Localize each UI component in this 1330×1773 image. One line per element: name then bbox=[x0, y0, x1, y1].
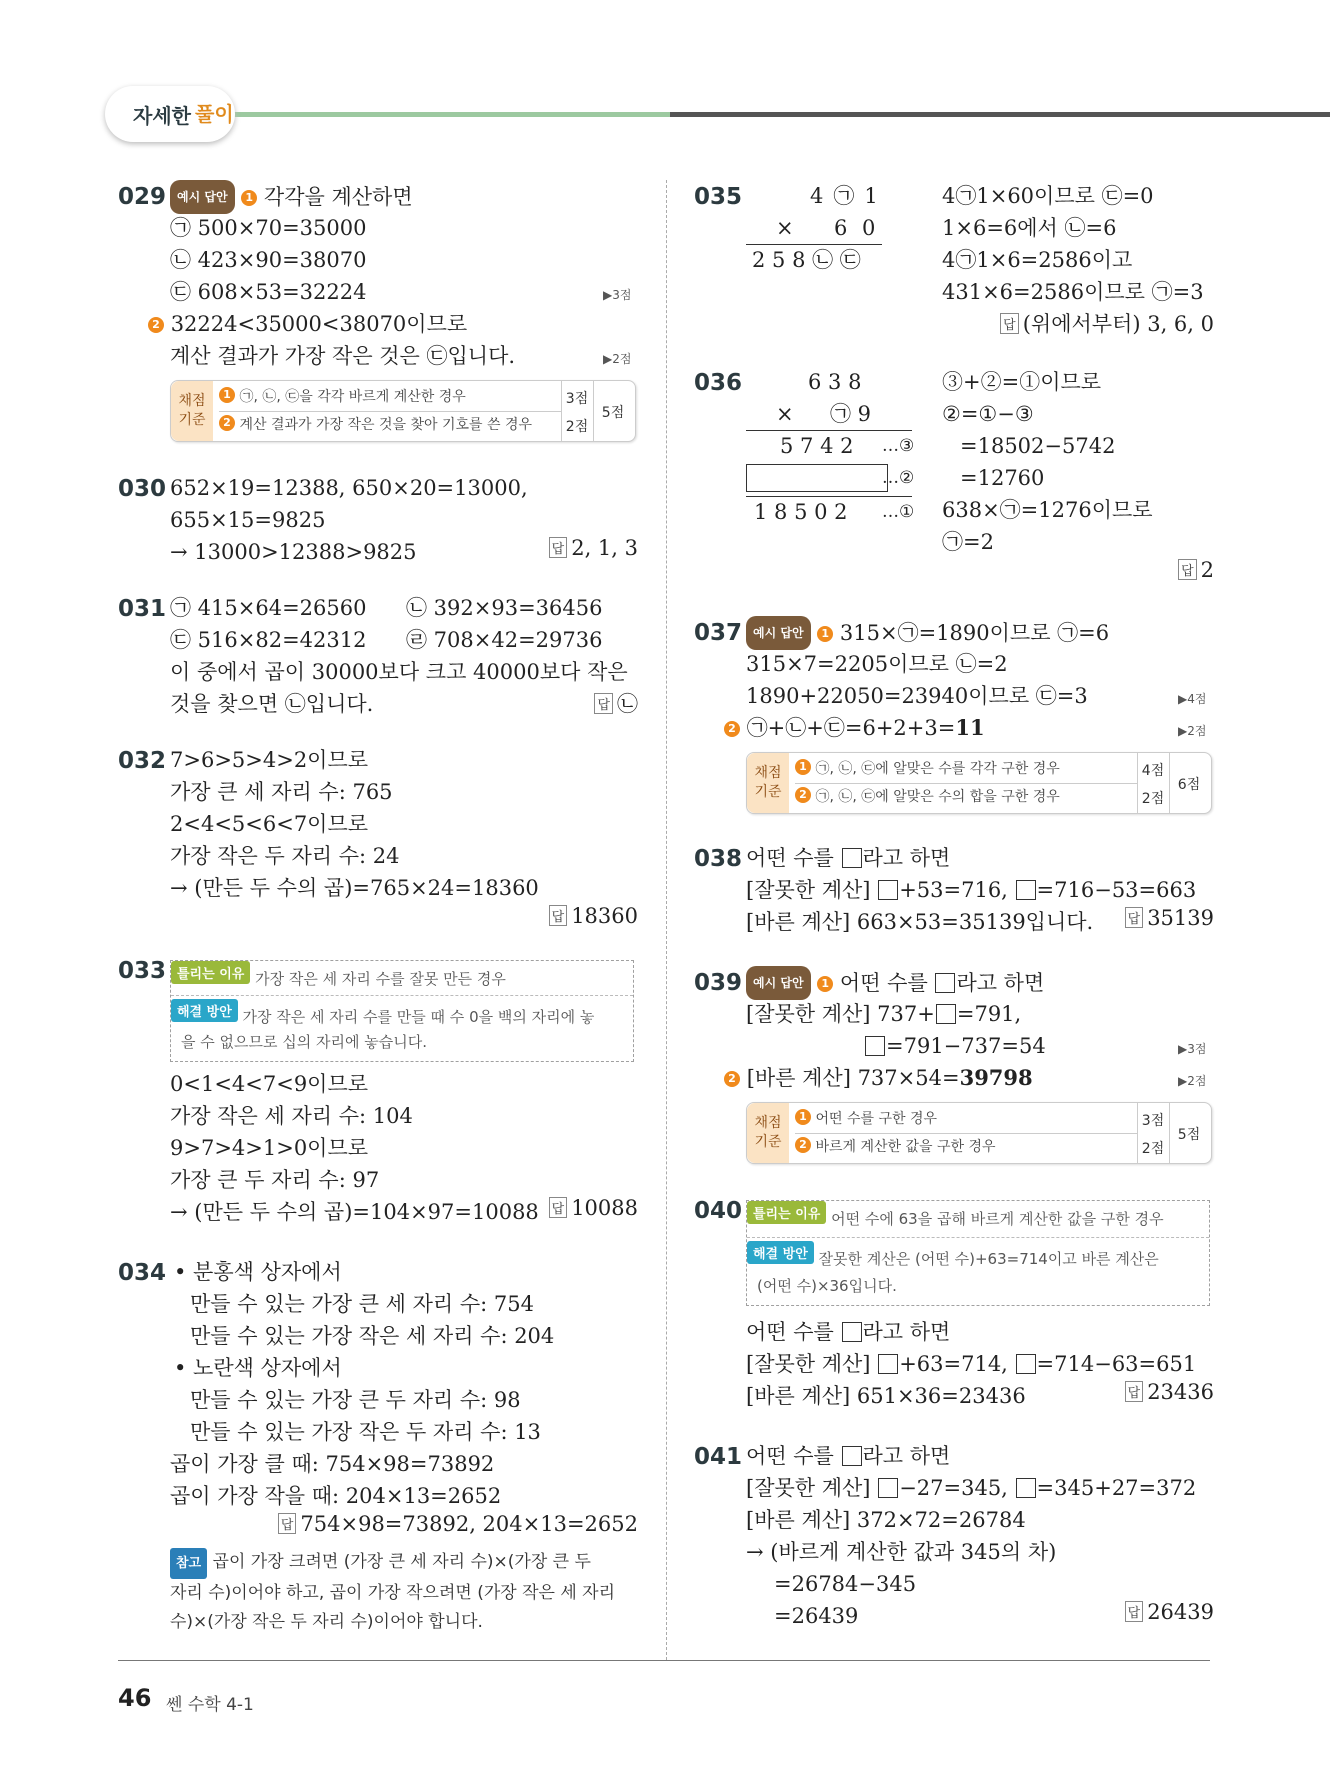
solution-line bbox=[746, 998, 1021, 1030]
score-mark: ▶2점 bbox=[603, 352, 632, 366]
criteria-label bbox=[747, 1103, 789, 1163]
solution-line bbox=[170, 180, 413, 214]
multiplication-row: ㉠ 9 bbox=[830, 402, 872, 426]
problem-number: 033 bbox=[118, 958, 167, 984]
solution-line: • 분홍색 상자에서 bbox=[174, 1260, 342, 1284]
solution-line: 0<1<4<7<9이므로 bbox=[170, 1072, 369, 1096]
solution-line bbox=[148, 308, 467, 340]
answer bbox=[549, 536, 638, 560]
problem-number: 037 bbox=[694, 620, 743, 646]
solution-line: 가장 작은 두 자리 수: 24 bbox=[170, 844, 400, 868]
solution-line: → (만든 두 수의 곱)=104×97=10088 bbox=[170, 1200, 539, 1224]
solution-line: ㉢ 516×82=42312 bbox=[170, 628, 367, 652]
text: 가장 작은 세 자리 수를 만들 때 수 0을 백의 자리에 놓 bbox=[242, 1008, 595, 1026]
solution-line: 만들 수 있는 가장 큰 세 자리 수: 754 bbox=[190, 1292, 534, 1316]
header-bar bbox=[0, 0, 1330, 160]
problem-number: 041 bbox=[694, 1444, 743, 1470]
solution-line: ③+②=①이므로 bbox=[942, 370, 1102, 394]
answer bbox=[1125, 1380, 1214, 1404]
problem-number: 036 bbox=[694, 370, 743, 396]
text: ㉠, ㉡, ㉢에 알맞은 수를 각각 구한 경우 bbox=[815, 761, 1060, 777]
problem-number: 030 bbox=[118, 476, 167, 502]
multiplication-row: 6 0 bbox=[834, 216, 880, 240]
text: −27=345, bbox=[899, 1476, 1008, 1500]
answer bbox=[1125, 1600, 1214, 1624]
score-mark: ▶3점 bbox=[603, 288, 632, 302]
bold-answer: 39798 bbox=[959, 1065, 1033, 1090]
blank-square bbox=[878, 1478, 898, 1498]
reference-line: 자리 수)이어야 하고, 곱이 가장 작으려면 (가장 작은 세 자리 bbox=[170, 1583, 616, 1603]
criteria-divider bbox=[219, 411, 561, 412]
step-2-icon: 2 bbox=[724, 1071, 740, 1087]
solution-line bbox=[746, 874, 1196, 906]
blank-square bbox=[936, 1004, 956, 1024]
tip-box-040 bbox=[746, 1200, 1210, 1306]
criteria-points: 2점 bbox=[1141, 791, 1165, 807]
solution-line: 가장 큰 세 자리 수: 765 bbox=[170, 780, 393, 804]
text: [잘못한 계산] bbox=[746, 1352, 871, 1376]
tip-divider bbox=[171, 995, 633, 996]
criteria-label bbox=[747, 753, 789, 813]
problem-035 bbox=[694, 180, 1214, 350]
multiplication-sign: × bbox=[776, 216, 794, 240]
solution-line: → (바르게 계산한 값과 345의 차) bbox=[746, 1540, 1057, 1564]
reference-note bbox=[170, 1548, 615, 1637]
step-1-icon: 1 bbox=[219, 387, 235, 403]
blank-square bbox=[878, 880, 898, 900]
text: 어떤 수를 bbox=[746, 1320, 834, 1344]
answer-label: 답 bbox=[1125, 1381, 1144, 1402]
tip-box-033 bbox=[170, 960, 634, 1062]
problem-037 bbox=[694, 616, 1214, 746]
header-logo bbox=[105, 86, 235, 142]
reason-row bbox=[171, 961, 506, 988]
solution-tip-tag: 해결 방안 bbox=[747, 1241, 814, 1264]
criteria-divider bbox=[795, 1133, 1137, 1134]
blank-square bbox=[1016, 880, 1036, 900]
solution-line: 이 중에서 곱이 30000보다 크고 40000보다 작은 bbox=[170, 660, 628, 684]
solution-line bbox=[746, 1472, 1196, 1504]
text: 채점 bbox=[754, 1115, 782, 1131]
marker: …② bbox=[882, 468, 915, 488]
solution-line: 2<4<5<6<7이므로 bbox=[170, 812, 369, 836]
solution-line: 9>7>4>1>0이므로 bbox=[170, 1136, 369, 1160]
text: 기준 bbox=[178, 412, 206, 428]
criteria-col-line bbox=[593, 381, 594, 441]
tip-row bbox=[171, 999, 595, 1026]
answer bbox=[1178, 558, 1214, 582]
score-mark: ▶2점 bbox=[1178, 1074, 1207, 1088]
criteria-row bbox=[795, 1105, 937, 1133]
text: 기준 bbox=[754, 1134, 782, 1150]
criteria-row bbox=[795, 1133, 996, 1161]
grading-criteria-039 bbox=[746, 1102, 1212, 1164]
answer-value: 2 bbox=[1200, 558, 1214, 582]
score-mark: ▶2점 bbox=[1178, 724, 1207, 738]
multiplication-sign: × bbox=[776, 402, 794, 426]
text: =714−63=651 bbox=[1036, 1352, 1197, 1376]
text: 채점 bbox=[754, 765, 782, 781]
text: [바른 계산] 737×54= bbox=[746, 1066, 960, 1090]
answer-value: (위에서부터) 3, 6, 0 bbox=[1022, 312, 1214, 336]
text: 바르게 계산한 값을 구한 경우 bbox=[815, 1139, 996, 1155]
step-1-icon: 1 bbox=[241, 190, 257, 206]
solution-line: 655×15=9825 bbox=[170, 508, 326, 532]
problem-039 bbox=[694, 966, 1214, 1096]
solution-line: 1×6=6에서 ㉡=6 bbox=[942, 216, 1117, 240]
text: 채점 bbox=[178, 393, 206, 409]
solution-line: • 노란색 상자에서 bbox=[174, 1356, 342, 1380]
answer-label: 답 bbox=[594, 693, 613, 714]
problem-030 bbox=[118, 472, 638, 572]
step-1-icon: 1 bbox=[817, 626, 833, 642]
solution-line: → 13000>12388>9825 bbox=[170, 540, 417, 564]
text: =791, bbox=[956, 1002, 1022, 1026]
text: 각각을 계산하면 bbox=[263, 185, 413, 209]
step-1-icon: 1 bbox=[795, 1109, 811, 1125]
solution-line: ㉢ 608×53=32224 bbox=[170, 280, 367, 304]
blank-square bbox=[865, 1036, 885, 1056]
problem-number: 040 bbox=[694, 1198, 743, 1224]
criteria-total: 5점 bbox=[601, 405, 625, 421]
text: =345+27=372 bbox=[1036, 1476, 1197, 1500]
blank-square bbox=[1016, 1478, 1036, 1498]
solution-line bbox=[746, 1348, 1196, 1380]
criteria-row bbox=[219, 411, 532, 439]
solution-line: 7>6>5>4>2이므로 bbox=[170, 748, 369, 772]
bold-answer: 11 bbox=[955, 715, 985, 740]
solution-line: 것을 찾으면 ㉡입니다. bbox=[170, 692, 374, 716]
multiplication-row: 6 3 8 bbox=[808, 370, 862, 394]
text: 어떤 수를 bbox=[839, 971, 928, 995]
criteria-col-line bbox=[1169, 753, 1170, 813]
solution-line: =18502−5742 bbox=[960, 434, 1116, 458]
solution-line bbox=[746, 616, 1109, 650]
header-line-green bbox=[230, 112, 670, 117]
solution-line: ②=①−③ bbox=[942, 402, 1034, 426]
problem-number: 034 bbox=[118, 1260, 167, 1286]
solution-line bbox=[864, 1030, 1046, 1062]
blank-square bbox=[878, 1354, 898, 1374]
text: 잘못한 계산은 (어떤 수)+63=714이고 바른 계산은 bbox=[818, 1250, 1159, 1268]
answer-value: 10088 bbox=[571, 1196, 638, 1220]
solution-line bbox=[746, 1440, 950, 1472]
solution-line: 곱이 가장 클 때: 754×98=73892 bbox=[170, 1452, 495, 1476]
step-2-icon: 2 bbox=[795, 1137, 811, 1153]
solution-line: → (만든 두 수의 곱)=765×24=18360 bbox=[170, 876, 539, 900]
text: 어떤 수를 구한 경우 bbox=[815, 1111, 937, 1127]
text: 계산 결과가 가장 작은 것을 찾아 기호를 쓴 경우 bbox=[239, 417, 533, 433]
answer-label: 답 bbox=[549, 1197, 568, 1218]
problem-034 bbox=[118, 1256, 638, 1636]
problem-033-body bbox=[118, 1068, 638, 1238]
answer-value: 23436 bbox=[1147, 1380, 1214, 1404]
answer-label: 답 bbox=[1125, 907, 1144, 928]
solution-line: 4㉠1×6=2586이고 bbox=[942, 248, 1133, 272]
blank-square bbox=[842, 848, 862, 868]
problem-number: 035 bbox=[694, 184, 743, 210]
solution-line: ㉡ 392×93=36456 bbox=[406, 596, 603, 620]
column-divider bbox=[666, 180, 667, 1660]
text: =791−737=54 bbox=[886, 1034, 1046, 1058]
solution-line: ㉠ 500×70=35000 bbox=[170, 216, 367, 240]
text: [잘못한 계산] bbox=[746, 878, 871, 902]
criteria-label bbox=[171, 381, 213, 441]
page-number: 46 bbox=[118, 1684, 152, 1712]
score-mark: ▶4점 bbox=[1178, 692, 1207, 706]
text: 32224<35000<38070이므로 bbox=[170, 312, 468, 336]
text: 라고 하면 bbox=[956, 971, 1045, 995]
solution-line: 만들 수 있는 가장 작은 두 자리 수: 13 bbox=[190, 1420, 541, 1444]
answer bbox=[594, 688, 638, 718]
criteria-points: 3점 bbox=[565, 391, 589, 407]
problem-041 bbox=[694, 1440, 1214, 1640]
text: ㉠, ㉡, ㉢에 알맞은 수의 합을 구한 경우 bbox=[815, 789, 1060, 805]
criteria-total: 5점 bbox=[1177, 1127, 1201, 1143]
step-1-icon: 1 bbox=[795, 759, 811, 775]
solution-line: ㉣ 708×42=29736 bbox=[406, 628, 603, 652]
criteria-points: 2점 bbox=[565, 419, 589, 435]
reference-line: 수)×(가장 작은 두 자리 수)이어야 합니다. bbox=[170, 1612, 483, 1632]
answer-label: 답 bbox=[549, 537, 568, 558]
grading-criteria-037 bbox=[746, 752, 1212, 814]
text: 어떤 수를 bbox=[746, 846, 834, 870]
answer-value: 2, 1, 3 bbox=[571, 536, 638, 560]
problem-031 bbox=[118, 592, 638, 722]
reason-row bbox=[747, 1201, 1164, 1228]
book-title: 쎈 수학 4-1 bbox=[166, 1695, 254, 1715]
text: 어떤 수를 bbox=[746, 1444, 834, 1468]
multiplication-row: 4㉠1 bbox=[810, 184, 888, 208]
partial-product: 5 7 4 2 bbox=[780, 434, 854, 458]
solution-line bbox=[724, 712, 985, 744]
solution-line bbox=[746, 1316, 950, 1348]
solution-line: =12760 bbox=[960, 466, 1045, 490]
criteria-col-line bbox=[1169, 1103, 1170, 1163]
text: 기준 bbox=[754, 784, 782, 800]
example-badge: 예시 답안 bbox=[170, 180, 235, 214]
text: 315×㉠=1890이므로 ㉠=6 bbox=[839, 621, 1110, 645]
solution-line: 1890+22050=23940이므로 ㉢=3 bbox=[746, 684, 1088, 708]
logo-text-1: 자세한 bbox=[133, 104, 191, 128]
tip-row: (어떤 수)×36입니다. bbox=[757, 1277, 897, 1295]
multiplication-result: 1 8 5 0 2 bbox=[754, 500, 848, 524]
text: [잘못한 계산] bbox=[746, 1476, 871, 1500]
answer-value: 754×98=73892, 204×13=2652 bbox=[300, 1512, 638, 1536]
problem-038 bbox=[694, 842, 1214, 942]
example-badge: 예시 답안 bbox=[746, 966, 811, 1000]
criteria-divider bbox=[795, 783, 1137, 784]
blank-square bbox=[842, 1446, 862, 1466]
text: =716−53=663 bbox=[1036, 878, 1197, 902]
answer bbox=[278, 1512, 638, 1536]
reference-tag: 참고 bbox=[170, 1548, 207, 1579]
text: 가장 작은 세 자리 수를 잘못 만든 경우 bbox=[255, 970, 506, 988]
blank-square bbox=[1016, 1354, 1036, 1374]
criteria-points: 2점 bbox=[1141, 1141, 1165, 1157]
answer-value: 18360 bbox=[571, 904, 638, 928]
text: +63=714, bbox=[899, 1352, 1008, 1376]
text: ㉠, ㉡, ㉢을 각각 바르게 계산한 경우 bbox=[239, 389, 466, 405]
multiplication-result: 2 5 8 ㉡ ㉢ bbox=[752, 248, 861, 272]
answer-label: 답 bbox=[1000, 313, 1019, 334]
text: 라고 하면 bbox=[862, 846, 951, 870]
marker: …③ bbox=[882, 436, 915, 456]
solution-line: ㉡ 423×90=38070 bbox=[170, 248, 367, 272]
score-mark: ▶3점 bbox=[1178, 1042, 1207, 1056]
answer-value: 35139 bbox=[1147, 906, 1214, 930]
solution-line: 곱이 가장 작을 때: 204×13=2652 bbox=[170, 1484, 502, 1508]
step-2-icon: 2 bbox=[795, 787, 811, 803]
solution-line bbox=[724, 1062, 1033, 1094]
problem-number: 032 bbox=[118, 748, 167, 774]
solution-tip-tag: 해결 방안 bbox=[171, 999, 238, 1022]
tip-divider bbox=[747, 1237, 1209, 1238]
problem-032 bbox=[118, 744, 638, 934]
solution-line: [바른 계산] 651×36=23436 bbox=[746, 1384, 1026, 1408]
solution-line: =26439 bbox=[774, 1604, 859, 1628]
text: ㉠+㉡+㉢=6+2+3= bbox=[746, 716, 956, 740]
text: 라고 하면 bbox=[862, 1444, 951, 1468]
blank-square bbox=[935, 973, 955, 993]
answer-value: ㉡ bbox=[617, 692, 638, 716]
text: 어떤 수에 63을 곱해 바르게 계산한 값을 구한 경우 bbox=[831, 1210, 1164, 1228]
wrong-reason-tag: 틀리는 이유 bbox=[171, 961, 250, 984]
tip-row: 을 수 없으므로 십의 자리에 놓습니다. bbox=[181, 1033, 427, 1051]
answer bbox=[549, 904, 638, 928]
solution-line: [바른 계산] 372×72=26784 bbox=[746, 1508, 1026, 1532]
solution-line: 계산 결과가 가장 작은 것은 ㉢입니다. bbox=[170, 344, 516, 368]
criteria-points: 3점 bbox=[1141, 1113, 1165, 1129]
step-1-icon: 1 bbox=[817, 976, 833, 992]
answer-value: 26439 bbox=[1147, 1600, 1214, 1624]
problem-number: 031 bbox=[118, 596, 167, 622]
criteria-points: 4점 bbox=[1141, 763, 1165, 779]
solution-line: 가장 큰 두 자리 수: 97 bbox=[170, 1168, 380, 1192]
solution-line: 만들 수 있는 가장 작은 세 자리 수: 204 bbox=[190, 1324, 555, 1348]
text: [잘못한 계산] 737+ bbox=[746, 1002, 935, 1026]
logo-text-2: 풀이 bbox=[195, 102, 234, 126]
answer-label: 답 bbox=[1178, 559, 1197, 580]
blank-box bbox=[746, 464, 888, 492]
solution-line: [바른 계산] 663×53=35139입니다. bbox=[746, 910, 1094, 934]
wrong-reason-tag: 틀리는 이유 bbox=[747, 1201, 826, 1224]
step-2-icon: 2 bbox=[724, 721, 740, 737]
criteria-row bbox=[219, 383, 466, 411]
problem-number: 039 bbox=[694, 970, 743, 996]
header-line-gray bbox=[670, 112, 1330, 117]
solution-line: ㉠ 415×64=26560 bbox=[170, 596, 367, 620]
solution-line: 4㉠1×60이므로 ㉢=0 bbox=[942, 184, 1154, 208]
answer-label: 답 bbox=[1125, 1601, 1144, 1622]
tip-row bbox=[747, 1241, 1159, 1268]
marker: …① bbox=[882, 502, 915, 522]
solution-line: 652×19=12388, 650×20=13000, bbox=[170, 476, 528, 500]
solution-line: 315×7=2205이므로 ㉡=2 bbox=[746, 652, 1008, 676]
blank-square bbox=[842, 1322, 862, 1342]
answer-label: 답 bbox=[549, 905, 568, 926]
criteria-row bbox=[795, 755, 1060, 783]
solution-line: ㉠=2 bbox=[942, 530, 994, 554]
step-2-icon: 2 bbox=[219, 415, 235, 431]
text: 곱이 가장 크려면 (가장 큰 세 자리 수)×(가장 큰 두 bbox=[212, 1552, 591, 1572]
problem-number: 029 bbox=[118, 184, 167, 210]
answer bbox=[1125, 906, 1214, 930]
answer bbox=[549, 1196, 638, 1220]
problem-040-body bbox=[694, 1316, 1214, 1416]
text: 라고 하면 bbox=[862, 1320, 951, 1344]
answer bbox=[1000, 308, 1214, 338]
solution-line: 만들 수 있는 가장 큰 두 자리 수: 98 bbox=[190, 1388, 521, 1412]
solution-line: 638×㉠=1276이므로 bbox=[942, 498, 1153, 522]
solution-line bbox=[746, 842, 950, 874]
solution-line: =26784−345 bbox=[774, 1572, 917, 1596]
text: +53=716, bbox=[899, 878, 1008, 902]
answer-label: 답 bbox=[278, 1513, 297, 1534]
step-2-icon: 2 bbox=[148, 317, 164, 333]
example-badge: 예시 답안 bbox=[746, 616, 811, 650]
problem-number: 038 bbox=[694, 846, 743, 872]
criteria-total: 6점 bbox=[1177, 777, 1201, 793]
footer-line bbox=[118, 1660, 1210, 1661]
solution-line: 가장 작은 세 자리 수: 104 bbox=[170, 1104, 413, 1128]
grading-criteria-029 bbox=[170, 380, 636, 442]
reference-line bbox=[170, 1548, 615, 1579]
problem-036 bbox=[694, 366, 1214, 586]
solution-line: 431×6=2586이므로 ㉠=3 bbox=[942, 280, 1204, 304]
solution-line bbox=[746, 966, 1044, 1000]
criteria-row bbox=[795, 783, 1060, 811]
